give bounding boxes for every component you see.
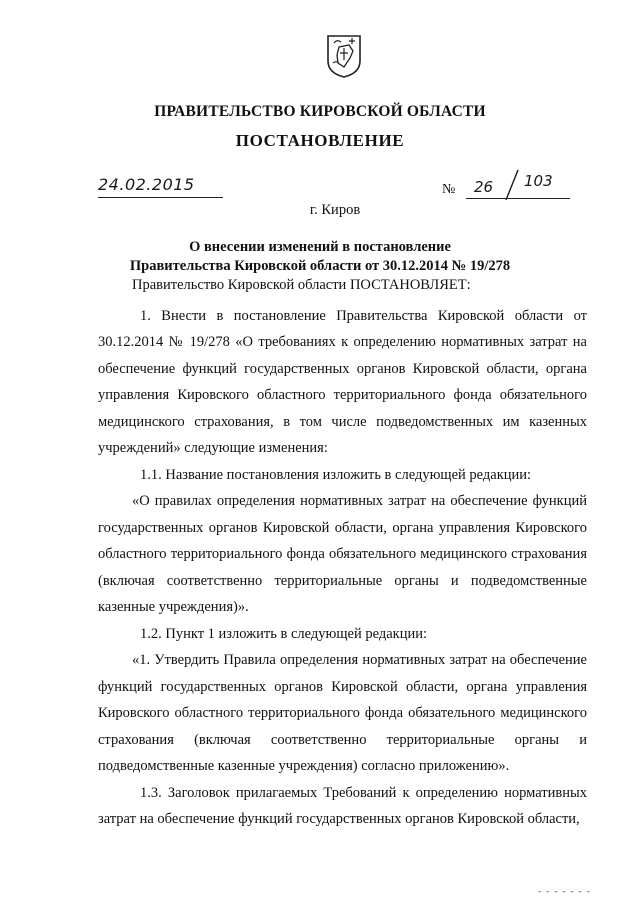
number-part-1: 26 [474,178,494,196]
number-underline [466,198,570,199]
number-part-2: 103 [524,172,553,190]
kirov-oblast-coat-of-arms-icon [325,33,363,79]
date-underline [98,197,223,198]
paragraph-1-1-quote: «О правилах определения нормативных затрат на обеспечение функций государственных органов Кировской области, органа управления Кировского областного территориального фонда обязательного медицинского страхования (включая соответственно территориальные органы и подведомственные казенные учреждения)». [98,493,587,615]
document-subject [0,238,640,276]
decree-line: Правительство Кировской области ПОСТАНОВЛЯЕТ: [132,277,471,293]
number-sign: № [442,182,456,197]
subject-line-2: Правительства Кировской области от 30.12.2014 № 19/278 [129,258,511,274]
footer-mark: ‑ ‑ ‑ ‑ ‑ ‑ ‑ [538,887,591,897]
government-title: ПРАВИТЕЛЬСТВО КИРОВСКОЙ ОБЛАСТИ [154,103,486,120]
paragraph-1-2: 1.2. Пункт 1 изложить в следующей редакции: [140,625,428,642]
city: г. Киров [309,202,361,218]
paragraph-1-1: 1.1. Название постановления изложить в следующей редакции: [140,466,532,483]
subject-line-1: О внесении изменений в постановление [189,239,451,255]
date-field [98,175,223,194]
paragraph-1-3: 1.3. Заголовок прилагаемых Требований к определению нормативных затрат на обеспечение функций государственных органов Кировской области, [98,784,587,827]
document-body [98,272,587,833]
paragraph-1: 1. Внести в постановление Правительства Кировской области от 30.12.2014 № 19/278 «О требованиях к определению нормативных затрат на обеспечение функций государственных органов Кировской области, органа управления Кировского областного территориального фонда обязательного медицинского страхования, в том числе подведомственных им казенных учреждений» следующие изменения: [98,307,587,456]
paragraph-1-2-quote: «1. Утвердить Правила определения нормативных затрат на обеспечение функций государственных органов Кировской области, органа управления Кировского областного территориального фонда обязательного медицинского страхования (включая соответственно территориальные органы и подведомственные казенные учреждения) согласно приложению». [98,652,587,774]
number-slash [502,168,522,202]
date-value: 24.02.2015 [98,175,195,194]
document-type: ПОСТАНОВЛЕНИЕ [235,131,405,150]
